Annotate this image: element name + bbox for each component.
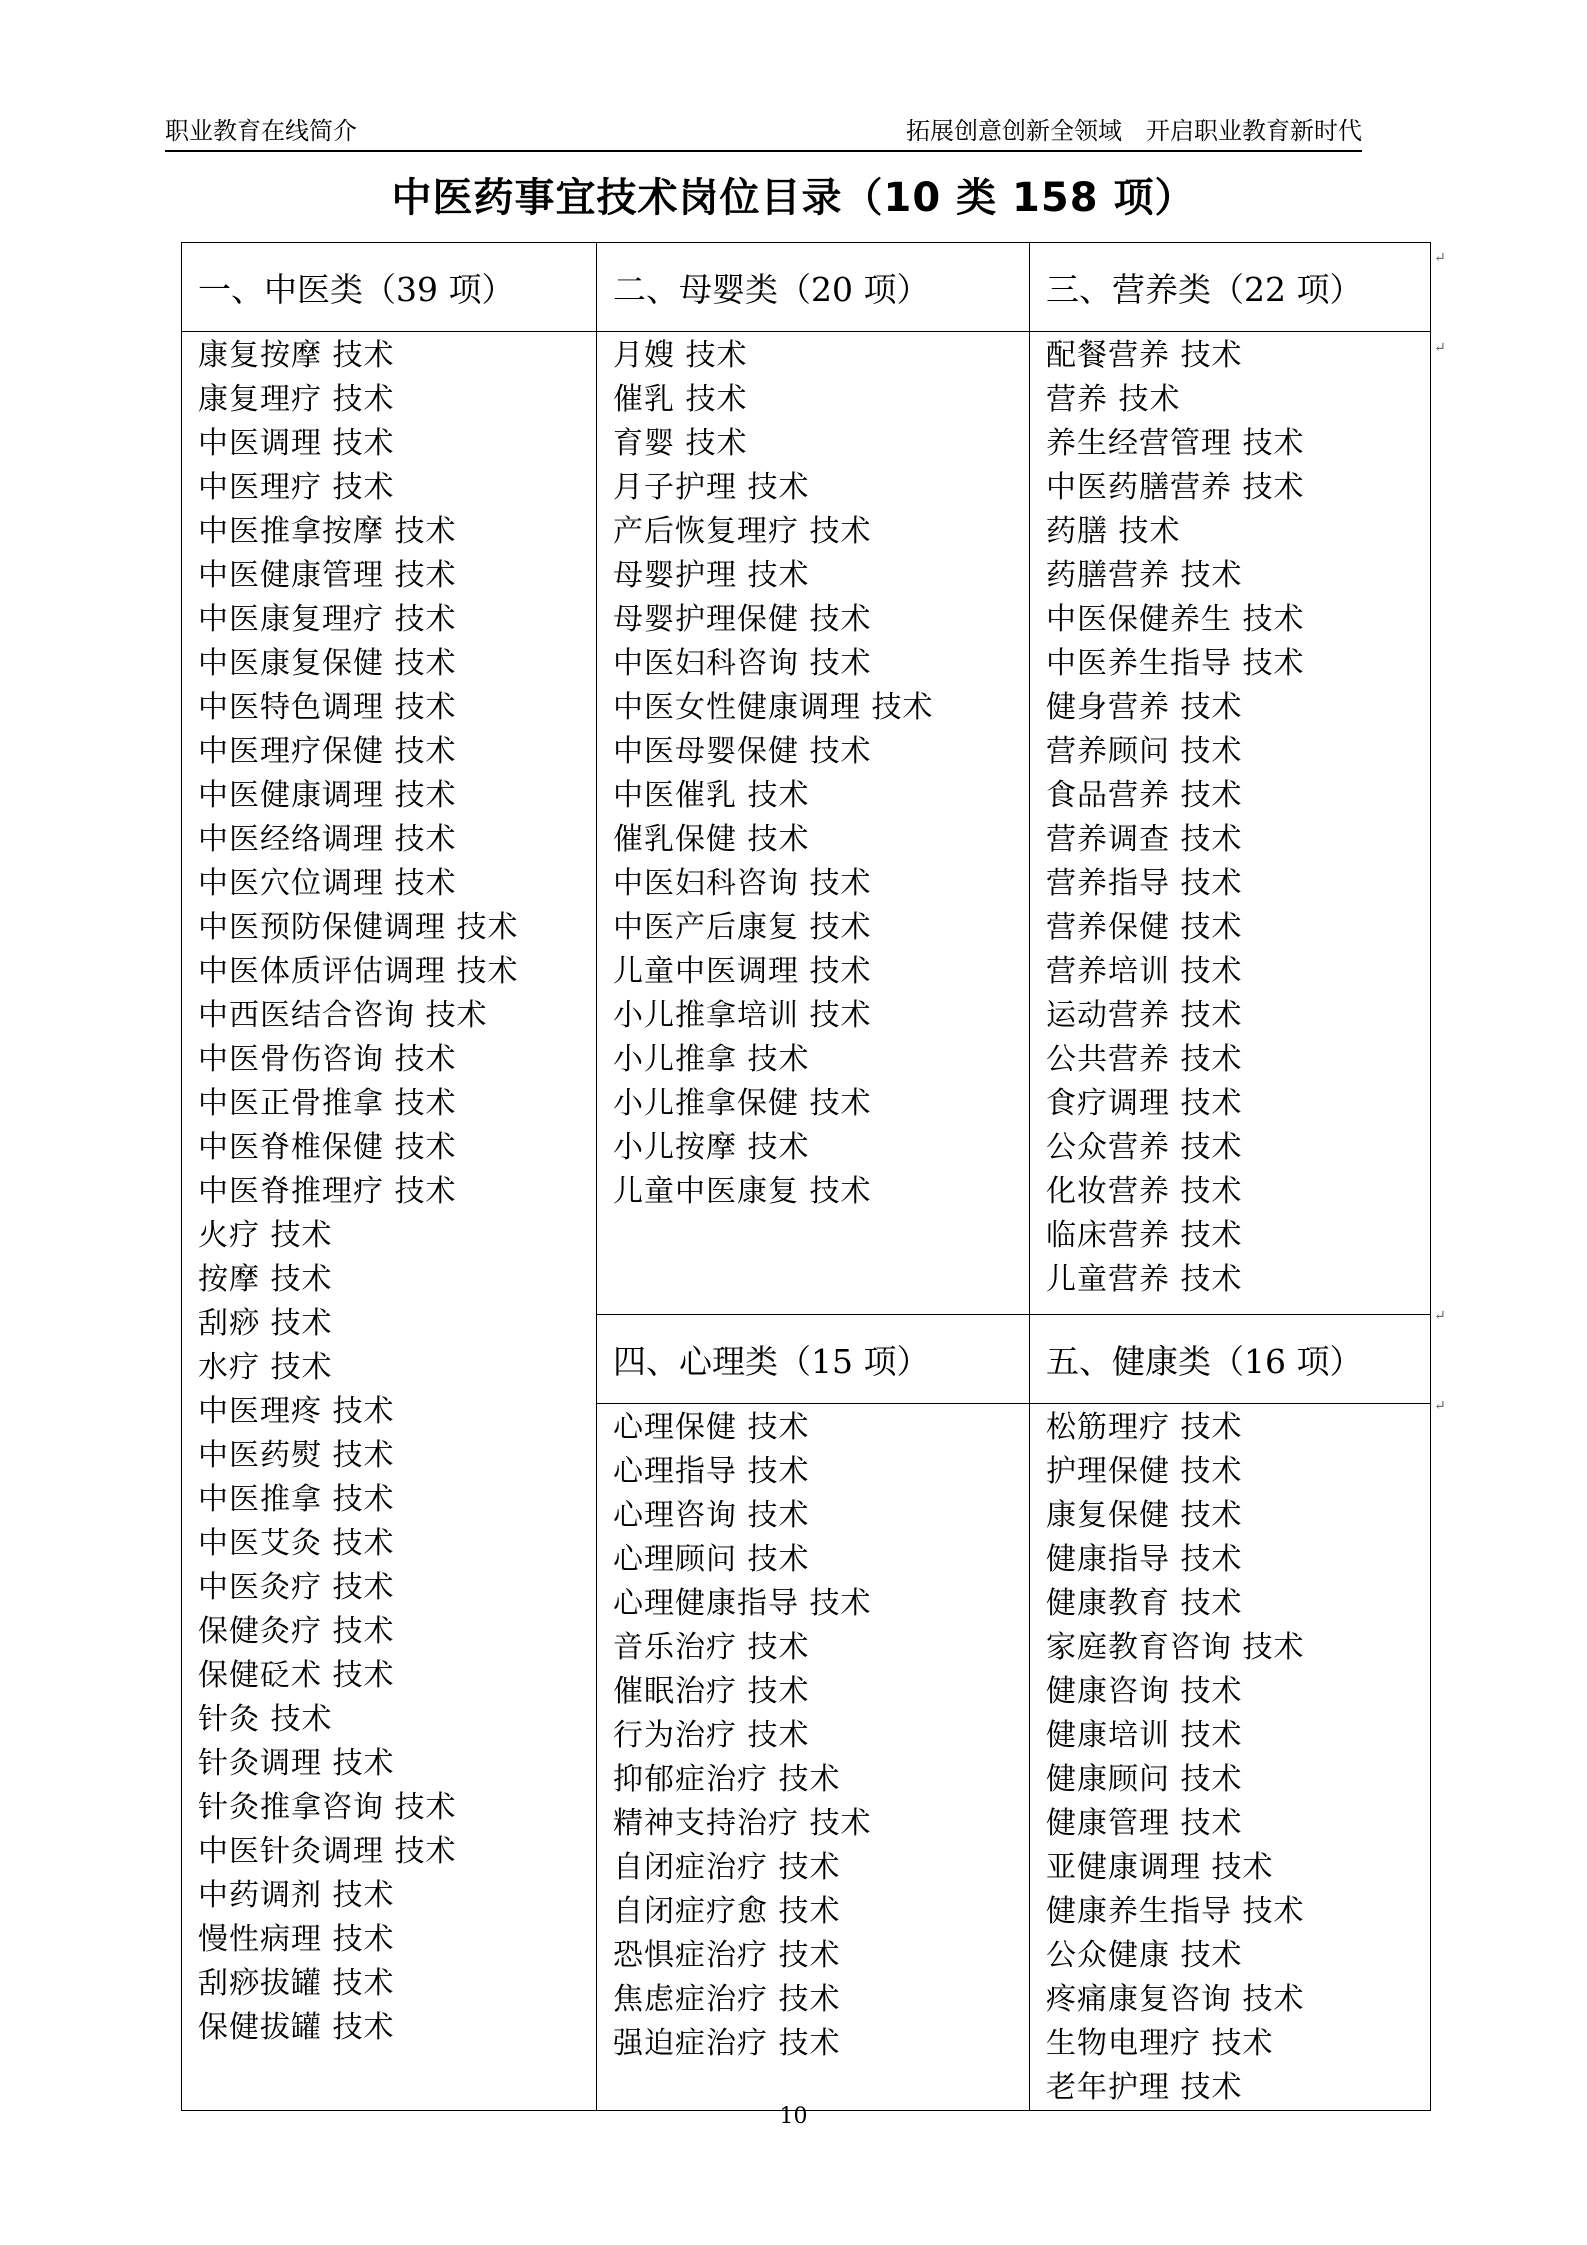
- list-item: 家庭教育咨询 技术: [1046, 1630, 1305, 1665]
- list-item: 中医产后康复 技术: [613, 910, 872, 945]
- list-item: 健康教育 技术: [1046, 1586, 1243, 1621]
- list-item: 小儿按摩 技术: [613, 1130, 810, 1165]
- list-item: 行为治疗 技术: [613, 1718, 810, 1753]
- list-item: 健康指导 技术: [1046, 1542, 1243, 1577]
- list-item: 中医预防保健调理 技术: [198, 910, 519, 945]
- list-item: 儿童中医康复 技术: [613, 1174, 872, 1209]
- list-item: 心理保健 技术: [613, 1410, 810, 1445]
- page-number: 10: [779, 2104, 808, 2129]
- list-item: 催乳保健 技术: [613, 822, 810, 857]
- list-item: 中西医结合咨询 技术: [198, 998, 488, 1033]
- list-item: 营养顾问 技术: [1046, 734, 1243, 769]
- list-item: 老年护理 技术: [1046, 2070, 1243, 2105]
- list-item: 养生经营管理 技术: [1046, 426, 1305, 461]
- list-item: 心理指导 技术: [613, 1454, 810, 1489]
- list-item: 营养保健 技术: [1046, 910, 1243, 945]
- list-item: 抑郁症治疗 技术: [613, 1762, 841, 1797]
- list-item: 刮痧 技术: [198, 1306, 333, 1341]
- list-item: 儿童中医调理 技术: [613, 954, 872, 989]
- list-item: 保健砭术 技术: [198, 1658, 395, 1693]
- list-item: 营养 技术: [1046, 382, 1181, 417]
- category-list-psychology: [597, 1404, 1030, 2111]
- list-item: 小儿推拿保健 技术: [613, 1086, 872, 1121]
- list-item: 健康咨询 技术: [1046, 1674, 1243, 1709]
- list-item: 中医骨伤咨询 技术: [198, 1042, 457, 1077]
- category-heading-psychology: 四、心理类（15 项）: [597, 1315, 1030, 1404]
- list-item: 月子护理 技术: [613, 470, 810, 505]
- list-item: 儿童营养 技术: [1046, 1262, 1243, 1297]
- list-item: 营养培训 技术: [1046, 954, 1243, 989]
- list-item: 中医灸疗 技术: [198, 1570, 395, 1605]
- category-list-nutrition: [1030, 332, 1431, 1315]
- list-item: 营养调查 技术: [1046, 822, 1243, 857]
- list-item: 中医保健养生 技术: [1046, 602, 1305, 637]
- category-list-maternal: [597, 332, 1030, 1315]
- list-item: 康复保健 技术: [1046, 1498, 1243, 1533]
- list-item: 康复理疗 技术: [198, 382, 395, 417]
- list-item: 中医艾灸 技术: [198, 1526, 395, 1561]
- category-list-tcm: [182, 332, 597, 2111]
- list-item: 中医经络调理 技术: [198, 822, 457, 857]
- cell-end-mark: ↵: [1434, 250, 1446, 266]
- category-list-health: [1030, 1404, 1431, 2111]
- list-item: 中医脊推理疗 技术: [198, 1174, 457, 1209]
- list-item: 护理保健 技术: [1046, 1454, 1243, 1489]
- list-item: 自闭症疗愈 技术: [613, 1894, 841, 1929]
- list-item: 健身营养 技术: [1046, 690, 1243, 725]
- list-item: 亚健康调理 技术: [1046, 1850, 1274, 1885]
- list-item: 中医母婴保健 技术: [613, 734, 872, 769]
- list-item: 中医推拿 技术: [198, 1482, 395, 1517]
- list-item: 生物电理疗 技术: [1046, 2026, 1274, 2061]
- list-item: 针灸 技术: [198, 1702, 333, 1737]
- list-item: 药膳营养 技术: [1046, 558, 1243, 593]
- list-item: 中医催乳 技术: [613, 778, 810, 813]
- list-item: 催眠治疗 技术: [613, 1674, 810, 1709]
- list-item: 小儿推拿培训 技术: [613, 998, 872, 1033]
- list-item: 药膳 技术: [1046, 514, 1181, 549]
- list-item: 小儿推拿 技术: [613, 1042, 810, 1077]
- list-item: 中医健康调理 技术: [198, 778, 457, 813]
- cell-end-mark: ↵: [1434, 1308, 1446, 1324]
- list-item: 公众健康 技术: [1046, 1938, 1243, 1973]
- list-item: 中医药熨 技术: [198, 1438, 395, 1473]
- catalog-table: [181, 242, 1431, 2111]
- list-item: 针灸调理 技术: [198, 1746, 395, 1781]
- list-item: 中医理疼 技术: [198, 1394, 395, 1429]
- list-item: 焦虑症治疗 技术: [613, 1982, 841, 2017]
- list-item: 中医健康管理 技术: [198, 558, 457, 593]
- document-title: 中医药事宜技术岗位目录（10 类 158 项）: [391, 175, 1196, 221]
- category-heading-nutrition: 三、营养类（22 项）: [1030, 243, 1431, 332]
- list-item: 自闭症治疗 技术: [613, 1850, 841, 1885]
- list-item: 精神支持治疗 技术: [613, 1806, 872, 1841]
- list-item: 中药调剂 技术: [198, 1878, 395, 1913]
- page-header: [165, 116, 1362, 152]
- list-item: 心理健康指导 技术: [613, 1586, 872, 1621]
- list-item: 中医针灸调理 技术: [198, 1834, 457, 1869]
- list-item: 慢性病理 技术: [198, 1922, 395, 1957]
- list-item: 保健拔罐 技术: [198, 2010, 395, 2045]
- list-item: 运动营养 技术: [1046, 998, 1243, 1033]
- list-item: 产后恢复理疗 技术: [613, 514, 872, 549]
- header-right-text: 拓展创意创新全领域 开启职业教育新时代: [906, 117, 1362, 145]
- list-item: 母婴护理保健 技术: [613, 602, 872, 637]
- list-item: 母婴护理 技术: [613, 558, 810, 593]
- list-item: 中医妇科咨询 技术: [613, 646, 872, 681]
- list-item: 临床营养 技术: [1046, 1218, 1243, 1253]
- list-item: 心理咨询 技术: [613, 1498, 810, 1533]
- list-item: 育婴 技术: [613, 426, 748, 461]
- list-item: 音乐治疗 技术: [613, 1630, 810, 1665]
- list-item: 心理顾问 技术: [613, 1542, 810, 1577]
- list-item: 配餐营养 技术: [1046, 338, 1243, 373]
- list-item: 公共营养 技术: [1046, 1042, 1243, 1077]
- list-item: 中医药膳营养 技术: [1046, 470, 1305, 505]
- list-item: 中医推拿按摩 技术: [198, 514, 457, 549]
- list-item: 按摩 技术: [198, 1262, 333, 1297]
- cell-end-mark: ↵: [1434, 340, 1446, 356]
- category-heading-tcm: 一、中医类（39 项）: [182, 243, 597, 332]
- list-item: 中医体质评估调理 技术: [198, 954, 519, 989]
- category-heading-maternal: 二、母婴类（20 项）: [597, 243, 1030, 332]
- list-item: 中医女性健康调理 技术: [613, 690, 934, 725]
- list-item: 针灸推拿咨询 技术: [198, 1790, 457, 1825]
- cell-end-mark: ↵: [1434, 1398, 1446, 1414]
- header-left-text: 职业教育在线简介: [165, 117, 357, 145]
- list-item: 保健灸疗 技术: [198, 1614, 395, 1649]
- list-item: 恐惧症治疗 技术: [613, 1938, 841, 1973]
- list-item: 公众营养 技术: [1046, 1130, 1243, 1165]
- list-item: 健康管理 技术: [1046, 1806, 1243, 1841]
- category-heading-health: 五、健康类（16 项）: [1030, 1315, 1431, 1404]
- list-item: 中医康复理疗 技术: [198, 602, 457, 637]
- list-item: 强迫症治疗 技术: [613, 2026, 841, 2061]
- list-item: 健康养生指导 技术: [1046, 1894, 1305, 1929]
- list-item: 中医理疗 技术: [198, 470, 395, 505]
- list-item: 食疗调理 技术: [1046, 1086, 1243, 1121]
- list-item: 中医理疗保健 技术: [198, 734, 457, 769]
- list-item: 水疗 技术: [198, 1350, 333, 1385]
- list-item: 疼痛康复咨询 技术: [1046, 1982, 1305, 2017]
- list-item: 健康培训 技术: [1046, 1718, 1243, 1753]
- list-item: 刮痧拔罐 技术: [198, 1966, 395, 2001]
- list-item: 火疗 技术: [198, 1218, 333, 1253]
- list-item: 健康顾问 技术: [1046, 1762, 1243, 1797]
- list-item: 松筋理疗 技术: [1046, 1410, 1243, 1445]
- list-item: 中医养生指导 技术: [1046, 646, 1305, 681]
- list-item: 中医脊椎保健 技术: [198, 1130, 457, 1165]
- list-item: 中医特色调理 技术: [198, 690, 457, 725]
- list-item: 康复按摩 技术: [198, 338, 395, 373]
- list-item: 月嫂 技术: [613, 338, 748, 373]
- list-item: 中医穴位调理 技术: [198, 866, 457, 901]
- list-item: 食品营养 技术: [1046, 778, 1243, 813]
- list-item: 中医康复保健 技术: [198, 646, 457, 681]
- list-item: 催乳 技术: [613, 382, 748, 417]
- list-item: 中医正骨推拿 技术: [198, 1086, 457, 1121]
- list-item: 中医妇科咨询 技术: [613, 866, 872, 901]
- list-item: 中医调理 技术: [198, 426, 395, 461]
- list-item: 化妆营养 技术: [1046, 1174, 1243, 1209]
- list-item: 营养指导 技术: [1046, 866, 1243, 901]
